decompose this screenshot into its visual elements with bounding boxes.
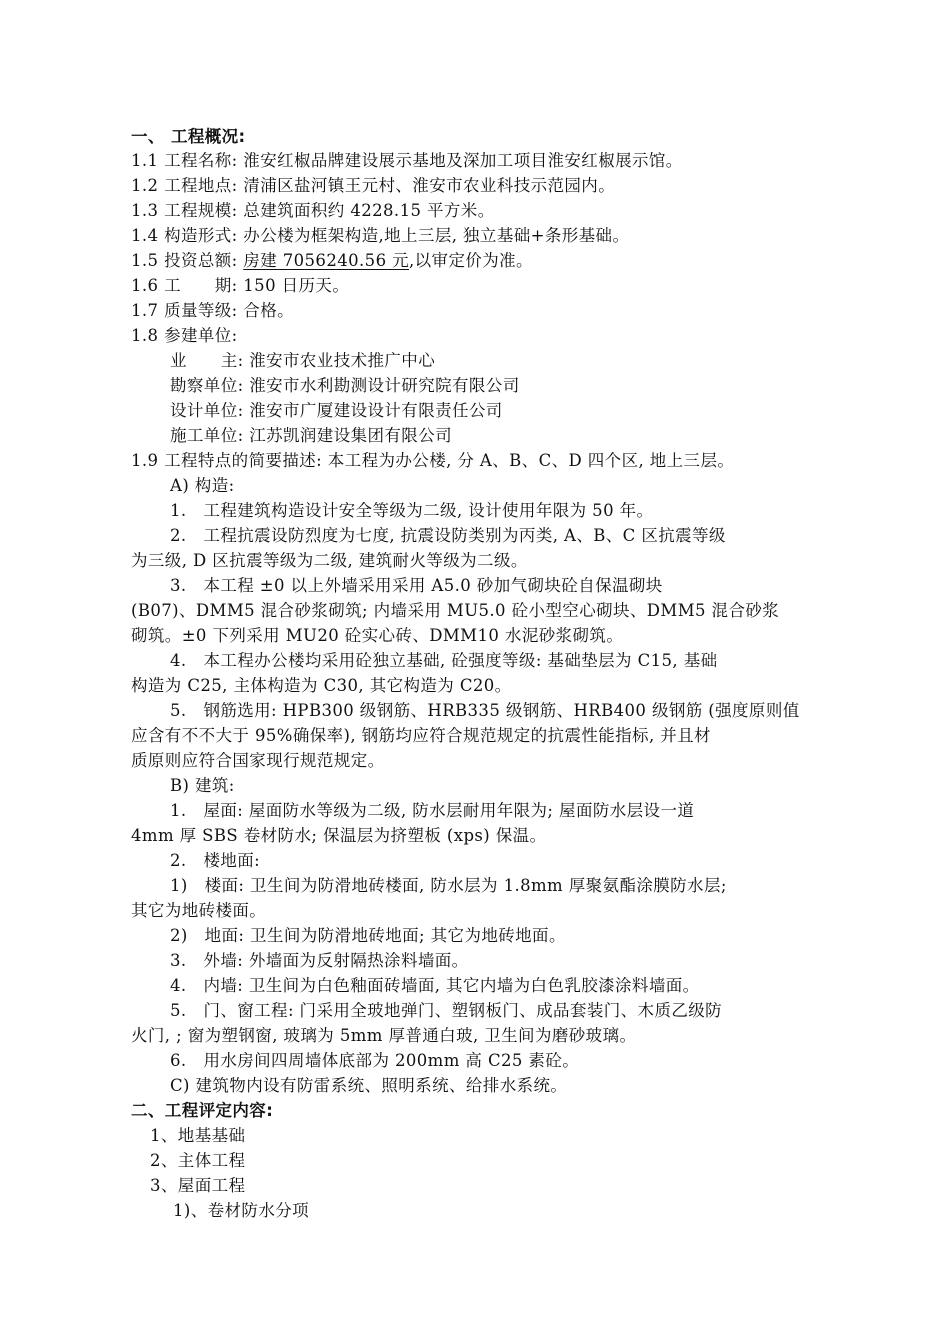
structure-item-2-line1: 2. 工程抗震设防烈度为七度, 抗震设防类别为丙类, A、B、C 区抗震等级 <box>170 526 726 545</box>
project-quality: 1.7 质量等级: 合格。 <box>131 301 294 320</box>
building-item-3: 3. 外墙: 外墙面为反射隔热涂料墙面。 <box>170 951 469 970</box>
evaluation-item-3: 3、屋面工程 <box>150 1176 246 1195</box>
evaluation-item-3-1: 1)、卷材防水分项 <box>173 1201 310 1220</box>
structure-item-5-line1: 5. 钢筋选用: HPB300 级钢筋、HRB335 级钢筋、HRB400 级钢筋 (强度原则值 <box>170 701 800 720</box>
structure-item-1: 1. 工程建筑构造设计安全等级为二级, 设计使用年限为 50 年。 <box>170 501 654 520</box>
subsection-building-title: B) 建筑: <box>170 776 235 795</box>
building-item-5-line1: 5. 门、窗工程: 门采用全玻地弹门、塑钢板门、成品套装门、木质乙级防 <box>170 1001 723 1020</box>
unit-design: 设计单位: 淮安市广厦建设设计有限责任公司 <box>170 401 503 420</box>
section-heading-overview: 一、 工程概况: <box>131 127 246 146</box>
project-structure: 1.4 构造形式: 办公楼为框架构造,地上三层, 独立基础+条形基础。 <box>131 226 630 245</box>
building-item-2-2: 2) 地面: 卫生间为防滑地砖地面; 其它为地砖地面。 <box>170 926 566 945</box>
structure-item-5-line3: 质原则应符合国家现行规范规定。 <box>131 751 385 770</box>
evaluation-item-2: 2、主体工程 <box>150 1151 246 1170</box>
evaluation-item-1: 1、地基基础 <box>150 1126 246 1145</box>
building-item-2-1-line2: 其它为地砖楼面。 <box>131 901 267 920</box>
subsection-structure-title: A) 构造: <box>170 476 235 495</box>
project-name: 1.1 工程名称: 淮安红椒品牌建设展示基地及深加工项目淮安红椒展示馆。 <box>131 151 683 170</box>
structure-item-5-line2: 应含有不不大于 95%确保率), 钢筋均应符合规范规定的抗震性能指标, 并且材 <box>131 726 711 745</box>
building-item-6: 6. 用水房间四周墙体底部为 200mm 高 C25 素砼。 <box>170 1051 580 1070</box>
building-item-2: 2. 楼地面: <box>170 851 261 870</box>
building-item-1-line2: 4mm 厚 SBS 卷材防水; 保温层为挤塑板 (xps) 保温。 <box>131 826 547 845</box>
structure-item-3-line1: 3. 本工程 ±0 以上外墙采用采用 A5.0 砂加气砌块砼自保温砌块 <box>170 576 663 595</box>
building-item-4: 4. 内墙: 卫生间为白色釉面砖墙面, 其它内墙为白色乳胶漆涂料墙面。 <box>170 976 700 995</box>
project-investment <box>131 249 533 273</box>
section-heading-evaluation: 二、工程评定内容: <box>131 1101 274 1120</box>
project-scale: 1.3 工程规模: 总建筑面积约 4228.15 平方米。 <box>131 201 495 220</box>
unit-survey: 勘察单位: 淮安市水利勘测设计研究院有限公司 <box>170 376 520 395</box>
project-duration: 1.6 工 期: 150 日历天。 <box>131 276 350 295</box>
subsection-systems: C) 建筑物内设有防雷系统、照明系统、给排水系统。 <box>170 1076 568 1095</box>
unit-construction: 施工单位: 江苏凯润建设集团有限公司 <box>170 426 453 445</box>
structure-item-4-line2: 构造为 C25, 主体构造为 C30, 其它构造为 C20。 <box>131 676 512 695</box>
building-item-5-line2: 火门, ; 窗为塑钢窗, 玻璃为 5mm 厚普通白玻, 卫生间为磨砂玻璃。 <box>131 1026 637 1045</box>
investment-note: ,以审定价为准。 <box>409 251 533 270</box>
structure-item-3-line2: (B07)、DMM5 混合砂浆砌筑; 内墙采用 MU5.0 砼小型空心砌块、DMM5 混合砂浆 <box>131 601 780 620</box>
investment-value: 房建 7056240.56 元 <box>243 251 410 270</box>
investment-label: 1.5 投资总额: <box>131 251 244 270</box>
participating-units-title: 1.8 参建单位: <box>131 326 238 345</box>
project-location: 1.2 工程地点: 清浦区盐河镇王元村、淮安市农业科技示范园内。 <box>131 176 616 195</box>
structure-item-4-line1: 4. 本工程办公楼均采用砼独立基础, 砼强度等级: 基础垫层为 C15, 基础 <box>170 651 718 670</box>
structure-item-3-line3: 砌筑。±0 下列采用 MU20 砼实心砖、DMM10 水泥砂浆砌筑。 <box>131 626 624 645</box>
unit-owner: 业 主: 淮安市农业技术推广中心 <box>170 351 436 370</box>
building-item-2-1-line1: 1) 楼面: 卫生间为防滑地砖楼面, 防水层为 1.8mm 厚聚氨酯涂膜防水层; <box>170 876 727 895</box>
structure-item-2-line2: 为三级, D 区抗震等级为二级, 建筑耐火等级为二级。 <box>131 551 528 570</box>
building-item-1-line1: 1. 屋面: 屋面防水等级为二级, 防水层耐用年限为; 屋面防水层设一道 <box>170 801 695 820</box>
project-features: 1.9 工程特点的简要描述: 本工程为办公楼, 分 A、B、C、D 四个区, 地上三层。 <box>131 451 735 470</box>
